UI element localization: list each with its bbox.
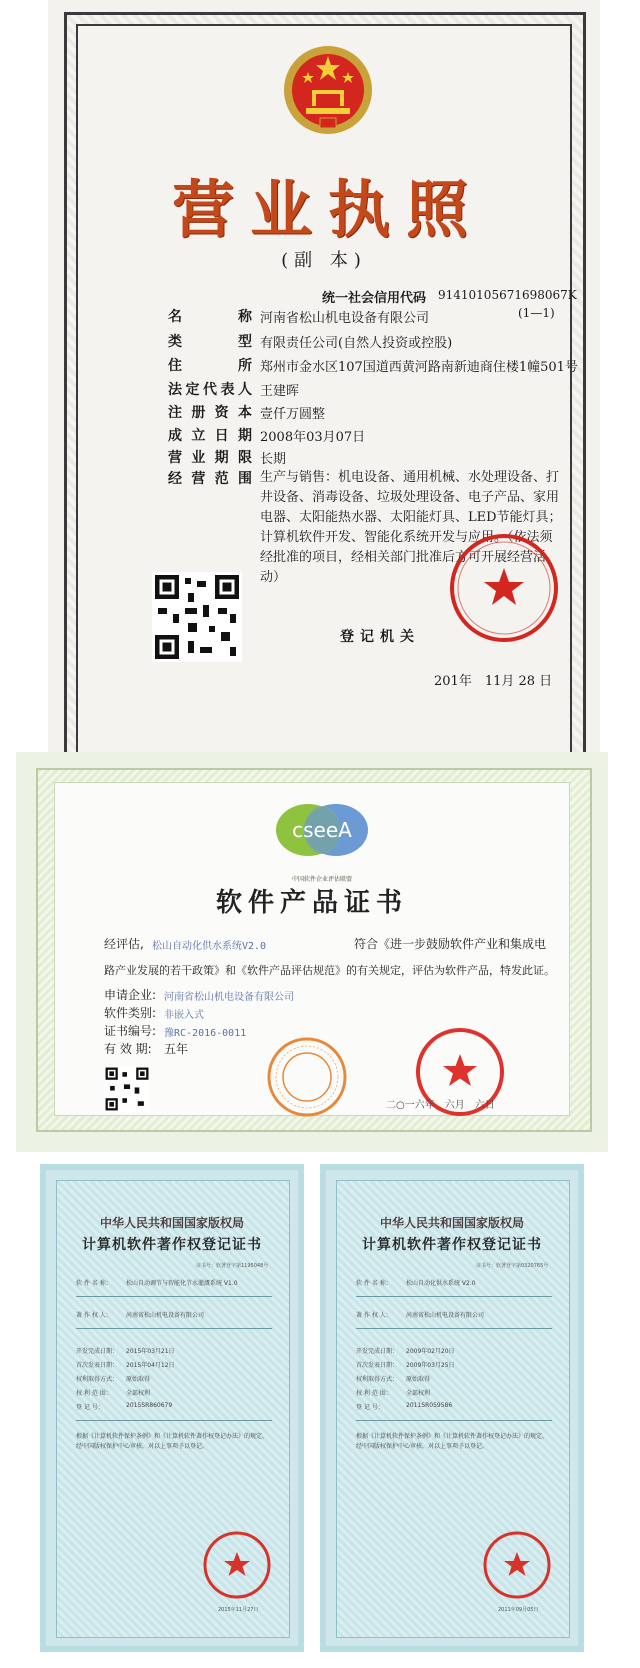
- copyright-2-note: 根据《计算机软件保护条例》和《计算机软件著作权登记办法》的规定，经中国版权保护中心审核，对以上事项予以登记。: [356, 1433, 549, 1450]
- license-red-seal-icon: [448, 532, 560, 644]
- softcert-title: 软件产品证书: [215, 888, 408, 918]
- field-label-address: 住所: [168, 358, 252, 374]
- softcert-validity-value: 五年: [164, 1042, 189, 1056]
- copyright-1-divider: [76, 1296, 272, 1297]
- softcert-intro-prefix: 经评估,: [104, 937, 144, 951]
- softcert-qr-code-icon: [104, 1066, 150, 1112]
- softcert-applicant-label: 申请企业:: [104, 988, 157, 1002]
- copyright-1-label-pub-date: 首次发表日期：: [76, 1362, 119, 1369]
- copyright-2-divider: [356, 1296, 552, 1297]
- field-label-founded: 成立日期: [168, 428, 252, 444]
- csea-logo-subtitle: 中国软件企业评估联盟: [291, 876, 352, 883]
- softcert-date: 二○一六年 六月 六日: [386, 1100, 495, 1111]
- softcert-validity-label: 有 效 期:: [104, 1042, 152, 1056]
- copyright-1-label-owner: 著 作 权 人：: [76, 1312, 112, 1319]
- csea-orange-seal-icon: [266, 1036, 348, 1118]
- copyright-1-value-software: 松山自动调节与智能化节水灌溉系统 V1.0: [126, 1280, 238, 1287]
- copyright-2-label-pub-date: 首次发表日期：: [356, 1362, 399, 1369]
- field-label-legal-rep: 法定代表人: [168, 382, 252, 398]
- copyright-1-label-scope: 权 利 范 围：: [76, 1390, 112, 1397]
- copyright-1-value-scope: 全部权利: [126, 1390, 151, 1397]
- softcert-number-label: 证书编号:: [104, 1024, 157, 1038]
- copyright-2-label-dev-date: 开发完成日期：: [356, 1348, 399, 1355]
- copyright-1-title: 计算机软件著作权登记证书: [82, 1237, 262, 1253]
- copyright-2-label-software: 软 件 名 称：: [356, 1280, 392, 1287]
- copyright-1-value-dev-date: 2015年03月21日: [126, 1348, 175, 1355]
- copyright-2-label-scope: 权 利 范 围：: [356, 1390, 392, 1397]
- copyright-1-date: 2015年11月27日: [218, 1607, 259, 1613]
- copyright-1-value-acquisition: 原始取得: [126, 1376, 151, 1383]
- copyright-1-label-reg-no: 登 记 号：: [76, 1404, 104, 1411]
- registration-authority: 登记机关: [340, 629, 420, 645]
- field-value-legal-rep: 王建晖: [260, 384, 300, 399]
- copyright-1-value-owner: 河南省松山机电设备有限公司: [126, 1312, 205, 1319]
- copyright-2-registration-number: 证书号：软著登字第0320765号: [476, 1263, 549, 1269]
- field-value-type: 有限责任公司(自然人投资或控股): [260, 336, 453, 351]
- field-label-name: 名称: [168, 309, 252, 325]
- copyright-2-value-scope: 全部权利: [406, 1390, 431, 1397]
- softcert-intro-suffix: 符合《进一步鼓励软件产业和集成电: [354, 937, 547, 951]
- copyright-2-value-dev-date: 2009年02月20日: [406, 1348, 455, 1355]
- business-scope: 生产与销售：机电设备、通用机械、水处理设备、打井设备、消毒设备、垃圾处理设备、电子产品、家用电器、太阳能热水器、太阳能灯具、LED节能灯具；计算机软件开发、智能化系统开发与应用。（依法须经批准的项目，经相关部门批准后方可开展经营活动）: [260, 470, 562, 585]
- softcert-category-label: 软件类别:: [104, 1006, 157, 1020]
- license-issue-date: 201年 11月 28 日: [434, 674, 553, 689]
- copyright-1-label-dev-date: 开发完成日期：: [76, 1348, 119, 1355]
- license-subtitle: (副 本): [281, 250, 367, 271]
- credit-code-label: 统一社会信用代码: [322, 291, 427, 306]
- copyright-2-label-owner: 著 作 权 人：: [356, 1312, 392, 1319]
- copyright-1-label-software: 软 件 名 称：: [76, 1280, 112, 1287]
- softcert-number-value: 豫RC-2016-0011: [164, 1028, 247, 1039]
- copyright-1-divider: [76, 1420, 272, 1421]
- copyright-1-value-pub-date: 2015年04月12日: [126, 1362, 175, 1369]
- copyright-1-note: 根据《计算机软件保护条例》和《计算机软件著作权登记办法》的规定，经中国版权保护中心审核，对以上事项予以登记。: [76, 1433, 269, 1450]
- copyright-2-value-reg-no: 2011SR059586: [406, 1402, 453, 1409]
- field-value-address: 郑州市金水区107国道西黄河路南新迪商住楼1幢501号: [260, 360, 578, 375]
- field-value-capital: 壹仟万圆整: [260, 407, 326, 422]
- qr-code-icon: [152, 572, 242, 662]
- copyright-2-date: 2011年09月05日: [498, 1607, 539, 1613]
- copyright-2-divider: [356, 1420, 552, 1421]
- software-product-certificate: [16, 752, 608, 1152]
- copyright-2-red-seal-icon: [482, 1530, 552, 1600]
- copyright-1-value-reg-no: 2015SR860679: [126, 1402, 173, 1409]
- copyright-certificate-2: [320, 1164, 584, 1652]
- copyright-2-title: 计算机软件著作权登记证书: [362, 1237, 542, 1253]
- national-emblem-icon: [282, 44, 374, 136]
- copyright-2-value-owner: 河南省松山机电设备有限公司: [406, 1312, 485, 1319]
- copyright-2-value-pub-date: 2009年03月25日: [406, 1362, 455, 1369]
- copyright-certificate-1: [40, 1164, 304, 1652]
- field-label-capital: 注册资本: [168, 405, 252, 421]
- copy-number: (1—1): [518, 306, 555, 320]
- field-value-founded: 2008年03月07日: [260, 430, 366, 445]
- copyright-2-label-acquisition: 权利取得方式：: [356, 1376, 399, 1383]
- softcert-category-value: 非嵌入式: [164, 1010, 204, 1021]
- copyright-2-value-software: 松山自动化供水系统 V2.0: [406, 1280, 476, 1287]
- csea-logo-text: cseeA: [292, 818, 352, 842]
- copyright-2-header: 中华人民共和国国家版权局: [379, 1216, 524, 1230]
- field-value-name: 河南省松山机电设备有限公司: [260, 311, 430, 326]
- business-license: [48, 0, 600, 793]
- softcert-intro-line2: 路产业发展的若干政策》和《软件产品评估规范》的有关规定，评估为软件产品，特发此证。: [104, 964, 555, 977]
- csea-logo-icon: [272, 796, 372, 868]
- copyright-1-label-acquisition: 权利取得方式：: [76, 1376, 119, 1383]
- field-label-type: 类型: [168, 334, 252, 350]
- copyright-1-divider: [76, 1328, 272, 1329]
- field-label-term: 营业期限: [168, 450, 252, 466]
- softcert-applicant-value: 河南省松山机电设备有限公司: [164, 992, 294, 1003]
- copyright-2-value-acquisition: 原始取得: [406, 1376, 431, 1383]
- softcert-product-name: 松山自动化供水系统V2.0: [152, 941, 267, 952]
- credit-code-value: 91410105671698067K: [438, 288, 577, 302]
- license-title: 营业执照: [171, 173, 484, 246]
- field-label-scope: 经营范围: [168, 471, 252, 487]
- copyright-2-label-reg-no: 登 记 号：: [356, 1404, 384, 1411]
- copyright-2-divider: [356, 1328, 552, 1329]
- copyright-1-registration-number: 证书号：软著登字第1195048号: [196, 1263, 269, 1269]
- copyright-1-red-seal-icon: [202, 1530, 272, 1600]
- field-value-term: 长期: [260, 452, 287, 467]
- copyright-1-header: 中华人民共和国国家版权局: [99, 1216, 244, 1230]
